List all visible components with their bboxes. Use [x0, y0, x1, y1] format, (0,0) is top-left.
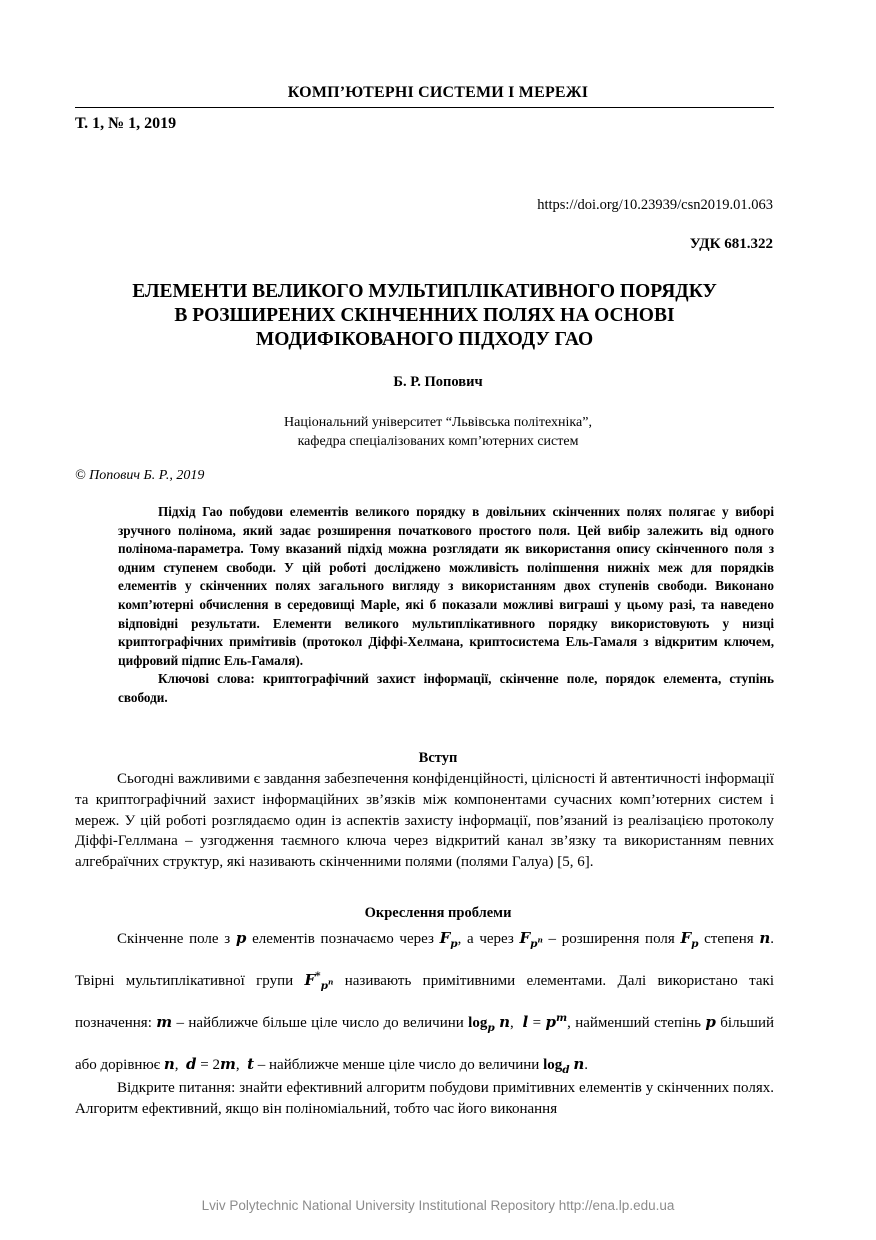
volume-info: Т. 1, № 1, 2019: [75, 115, 177, 132]
abstract-text: Підхід Гао побудови елементів великого порядку в довільних скінченних полях полягає у виборі зручного полінома, який задає розширення початкового простого поля. Цей вибір залежить від одного полінома-параметра. Тому вказаний підхід можна розглядати як використання опису скінченного поля з одним ступенем свободи. У цій роботі досліджено можливість поліпшення нижніх меж для порядків елементів у скінченних полях загального вигляду з використанням двох ступенів свободи. Виконано комп’ютерні обчислення в середовищі Maple, які б показали можливі виграші у цьому разі, та наведено відповідні результати. Елементи великого мультиплікативного порядку використовують у низці криптографічних примітивів (протокол Діффі-Хелмана, криптосистема Ель-Гамаля з відкритим ключем, цифровий підпис Ель-Гамаля).: [118, 504, 774, 668]
author-name: Б. Р. Попович: [393, 374, 483, 390]
problem-section: [75, 918, 774, 1086]
open-question-paragraph: Відкрите питання: знайти ефективний алгоритм побудови примітивних елементів у скінченних полях. Алгоритм ефективний, якщо він поліноміальний, тобто час його виконання: [75, 1080, 774, 1117]
problem-paragraph: Скінченне поле з p елементів позначаємо через $F_p$, а через $F_{p^n}$ – розширення поля $F_p$ степеня n. Твірні мультиплікативної групи $F^*_{p^n}$ називають примітивними елементами. Далі використано такі позначення: m – найближче більше ціле число до величини $\log_p n$, $l = p^m$, найменший степінь p більший або дорівнює n, d = 2m, t – найближче менше ціле число до величини $\log_d n$.: [75, 929, 775, 1076]
intro-paragraph: Сьогодні важливими є завдання забезпечення конфіденційності, цілісності й автентичності інформації та криптографічний захист інформаційних зв’язків між компонентами сучасних комп’ютерних систем і мереж. У цій роботі розглядаємо один із аспектів захисту інформації, пов’язаний із реалізацією протоколу Діффі-Геллмана – узгодження таємного ключа через відкритий канал зв’язку та використанням певних алгебраїчних структур, які називають скінченними полями (полями Галуа) [5, 6].: [75, 771, 774, 871]
abstract: [118, 503, 774, 708]
affiliation-line: Національний університет “Львівська політехніка”,: [284, 415, 592, 430]
title-line: ЕЛЕМЕНТИ ВЕЛИКОГО МУЛЬТИПЛІКАТИВНОГО ПОРЯДКУ: [132, 281, 717, 302]
header-divider: [75, 107, 774, 108]
intro-heading: Вступ: [418, 750, 458, 766]
udk-code: УДК 681.322: [689, 236, 773, 252]
repository-footer: Lviv Polytechnic National University Institutional Repository http://ena.lp.edu.ua: [201, 1198, 675, 1213]
intro-section: [75, 769, 774, 873]
affiliation: [0, 413, 876, 451]
affiliation-line: кафедра спеціалізованих комп’ютерних систем: [297, 434, 579, 449]
article-title: [75, 280, 774, 352]
problem-heading: Окреслення проблеми: [364, 905, 512, 921]
journal-name: КОМП’ЮТЕРНІ СИСТЕМИ І МЕРЕЖІ: [287, 84, 589, 101]
keywords: Ключові слова: криптографічний захист інформації, скінченне поле, порядок елемента, ступінь свободи.: [118, 671, 774, 705]
problem-section-2: [75, 1078, 774, 1120]
title-line: В РОЗШИРЕНИХ СКІНЧЕННИХ ПОЛЯХ НА ОСНОВІ: [174, 305, 675, 326]
title-line: МОДИФІКОВАНОГО ПІДХОДУ ГАО: [255, 329, 594, 350]
copyright-notice: © Попович Б. Р., 2019: [75, 468, 205, 483]
doi-link[interactable]: https://doi.org/10.23939/csn2019.01.063: [537, 197, 773, 213]
